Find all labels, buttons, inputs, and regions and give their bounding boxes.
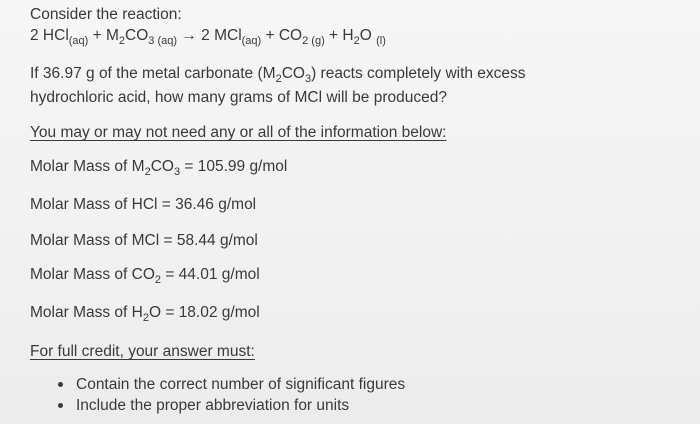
- mm-value: O = 18.02 g/mol: [148, 304, 260, 321]
- bullet-icon: [58, 403, 63, 408]
- intro-text: Consider the reaction:: [30, 6, 182, 23]
- mm-label: Molar Mass of H: [30, 304, 143, 321]
- eq-term: + M: [88, 27, 119, 44]
- molar-mass-hcl: Molar Mass of HCl = 36.46 g/mol: [30, 196, 257, 213]
- eq-subscript: (aq): [68, 35, 89, 47]
- eq-term: 2 HCl: [30, 27, 69, 44]
- molar-mass-h2o: [30, 303, 260, 328]
- mm-subscript: 2: [142, 312, 149, 324]
- question-text: CO: [281, 65, 305, 82]
- list-item: [58, 395, 405, 416]
- mm-label: CO: [150, 158, 174, 175]
- eq-term: O: [359, 27, 377, 44]
- mm-label: Molar Mass of M: [30, 158, 145, 175]
- reaction-equation: [30, 26, 386, 51]
- eq-term: CO: [125, 27, 149, 44]
- eq-subscript: 3 (aq): [148, 35, 178, 47]
- mm-value: = 44.01 g/mol: [161, 266, 260, 283]
- reaction-arrow-icon: →: [177, 27, 202, 44]
- bullet-icon: [58, 382, 63, 387]
- eq-subscript: (l): [376, 35, 386, 47]
- question-line-1: [30, 64, 526, 89]
- credit-heading: For full credit, your answer must:: [30, 343, 255, 360]
- requirements-list: [58, 374, 405, 416]
- mm-value: = 105.99 g/mol: [180, 158, 288, 175]
- eq-term: 2 MCl: [201, 27, 242, 44]
- question-text: If 36.97 g of the metal carbonate (M: [30, 65, 276, 82]
- mm-subscript: 2: [144, 166, 151, 178]
- molar-mass-mcl: Molar Mass of MCl = 58.44 g/mol: [30, 232, 258, 249]
- question-subscript: 2: [275, 73, 282, 85]
- eq-term: + H: [324, 27, 354, 44]
- molar-mass-m2co3: [30, 157, 287, 182]
- eq-subscript: (aq): [241, 35, 262, 47]
- mm-subscript: 3: [173, 166, 181, 178]
- requirement-text: Include the proper abbreviation for units: [76, 397, 350, 414]
- mm-label: Molar Mass of CO: [30, 266, 155, 283]
- eq-subscript: 2 (g): [302, 35, 325, 47]
- molar-mass-co2: [30, 265, 260, 290]
- question-line-2: hydrochloric acid, how many grams of MCl will be produced?: [30, 89, 447, 106]
- mm-subscript: 2: [154, 274, 162, 286]
- eq-subscript: 2: [353, 35, 360, 47]
- requirement-text: Contain the correct number of significant figures: [76, 376, 406, 393]
- question-subscript: 3: [304, 73, 312, 85]
- question-text: ) reacts completely with excess: [311, 65, 526, 82]
- info-heading: You may or may not need any or all of the information below:: [30, 124, 447, 141]
- eq-term: + CO: [261, 27, 303, 44]
- list-item: [58, 374, 405, 395]
- eq-subscript: 2: [118, 35, 126, 47]
